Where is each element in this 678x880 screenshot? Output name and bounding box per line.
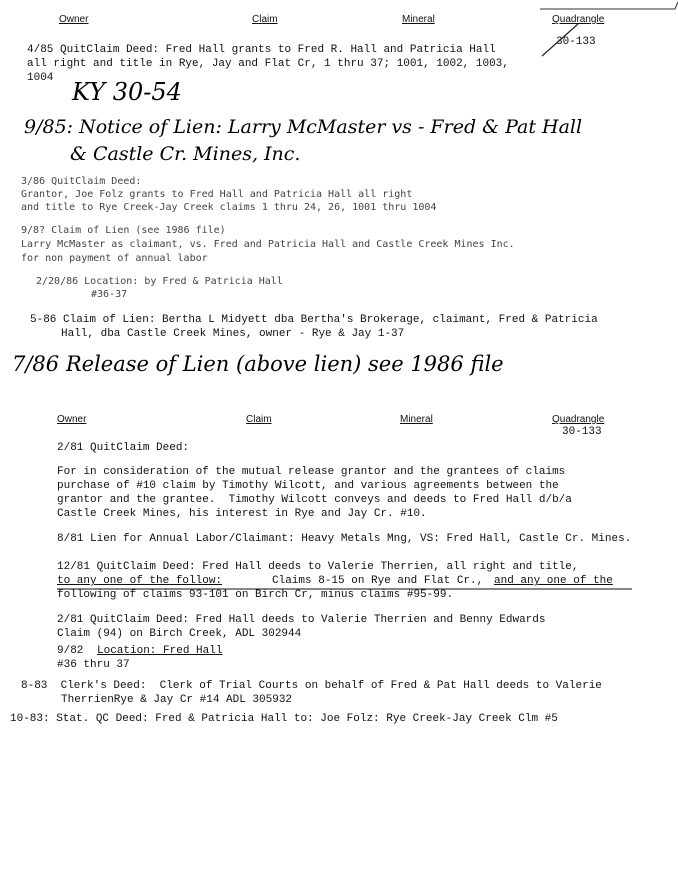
quadrangle-header: Quadrangle <box>552 14 605 25</box>
entry-3-86-line1: 3/86 QuitClaim Deed: <box>21 176 142 187</box>
handwritten-ky-note: KY 30-54 <box>72 78 182 106</box>
entry-3-86-line2: Grantor, Joe Folz grants to Fred Hall and Patricia Hall all right <box>21 189 413 200</box>
entry-5-86-line2: Hall, dba Castle Creek Mines, owner - Rye & Jay 1-37 <box>61 328 405 340</box>
entry-4-85-line3: 1004 <box>27 72 54 84</box>
entry-2-81-body-line3: grantor and the grantee. Timothy Wilcott conveys and deeds to Fred Hall d/b/a <box>57 494 572 506</box>
entry-9-82-date: 9/82 <box>57 645 91 657</box>
mineral-header: Mineral <box>402 14 435 25</box>
mineral-header-2: Mineral <box>400 414 433 425</box>
entry-2-20-86-line1: 2/20/86 Location: by Fred & Patricia Hall <box>36 276 283 287</box>
entry-9-8x-line3: for non payment of annual labor <box>21 253 208 264</box>
entry-2-81-body-line1: For in consideration of the mutual release grantor and the grantees of claims <box>57 466 566 478</box>
claim-header-2: Claim <box>246 414 272 425</box>
entry-2-81-body-line4: Castle Creek Mines, his interest in Rye and Jay Cr. #10. <box>57 508 427 520</box>
entry-8-83-line2: TherrienRye & Jay Cr #14 ADL 305932 <box>61 694 293 706</box>
entry-12-81-line3: following of claims 93-101 on Birch Cr, minus claims #95-99. <box>57 589 454 601</box>
entry-2-81-heading: 2/81 QuitClaim Deed: <box>57 442 190 454</box>
entry-2-81-body-line2: purchase of #10 claim by Timothy Wilcott, and various agreements between the <box>57 480 559 492</box>
entry-5-86-line1: 5-86 Claim of Lien: Bertha L Midyett dba Bertha's Brokerage, claimant, Fred & Patricia <box>30 314 598 326</box>
entry-2-20-86-line2: #36-37 <box>91 289 128 300</box>
entry-2-81b-line2: Claim (94) on Birch Creek, ADL 302944 <box>57 628 302 640</box>
entry-9-8x-line1: 9/8? Claim of Lien (see 1986 file) <box>21 225 226 236</box>
quad-number: 30-133 <box>556 36 596 48</box>
handwritten-notice-line1: 9/85: Notice of Lien: Larry McMaster vs - Fred & Pat Hall <box>24 116 583 138</box>
handwritten-notice-line2: & Castle Cr. Mines, Inc. <box>70 143 301 165</box>
quad-number-2: 30-133 <box>562 426 602 438</box>
entry-12-81-claims: Claims 8-15 on Rye and Flat Cr., <box>272 575 490 587</box>
owner-header-2: Owner <box>57 414 87 425</box>
entry-9-8x-line2: Larry McMaster as claimant, vs. Fred and Patricia Hall and Castle Creek Mines Inc. <box>21 239 515 250</box>
claim-header: Claim <box>252 14 278 25</box>
owner-header: Owner <box>59 14 89 25</box>
entry-2-81b-line1: 2/81 QuitClaim Deed: Fred Hall deeds to Valerie Therrien and Benny Edwards <box>57 614 546 626</box>
entry-10-83: 10-83: Stat. QC Deed: Fred & Patricia Hall to: Joe Folz: Rye Creek-Jay Creek Clm #5 <box>10 713 558 725</box>
entry-4-85-line2: all right and title in Rye, Jay and Flat Cr, 1 thru 37; 1001, 1002, 1003, <box>27 58 509 70</box>
entry-3-86-line3: and title to Rye Creek-Jay Creek claims 1 thru 24, 26, 1001 thru 1004 <box>21 202 437 213</box>
entry-12-81-follow: to any one of the follow: <box>57 575 223 587</box>
entry-4-85-line1: 4/85 QuitClaim Deed: Fred Hall grants to Fred R. Hall and Patricia Hall <box>27 44 496 56</box>
entry-9-82-location: Location: Fred Hall <box>97 645 223 657</box>
top-border-line <box>540 0 678 12</box>
entry-8-81: 8/81 Lien for Annual Labor/Claimant: Heavy Metals Mng, VS: Fred Hall, Castle Cr. Mines. <box>57 533 632 545</box>
entry-8-83-line1: 8-83 Clerk's Deed: Clerk of Trial Courts on behalf of Fred & Pat Hall deeds to Valerie <box>21 680 602 692</box>
quadrangle-header-2: Quadrangle <box>552 414 605 425</box>
entry-12-81-line1: 12/81 QuitClaim Deed: Fred Hall deeds to Valerie Therrien, all right and title, <box>57 561 579 573</box>
entry-9-82-claims: #36 thru 37 <box>57 659 130 671</box>
entry-12-81-any: and any one of the <box>494 575 613 587</box>
handwritten-release-note: 7/86 Release of Lien (above lien) see 1986 file <box>12 352 504 376</box>
